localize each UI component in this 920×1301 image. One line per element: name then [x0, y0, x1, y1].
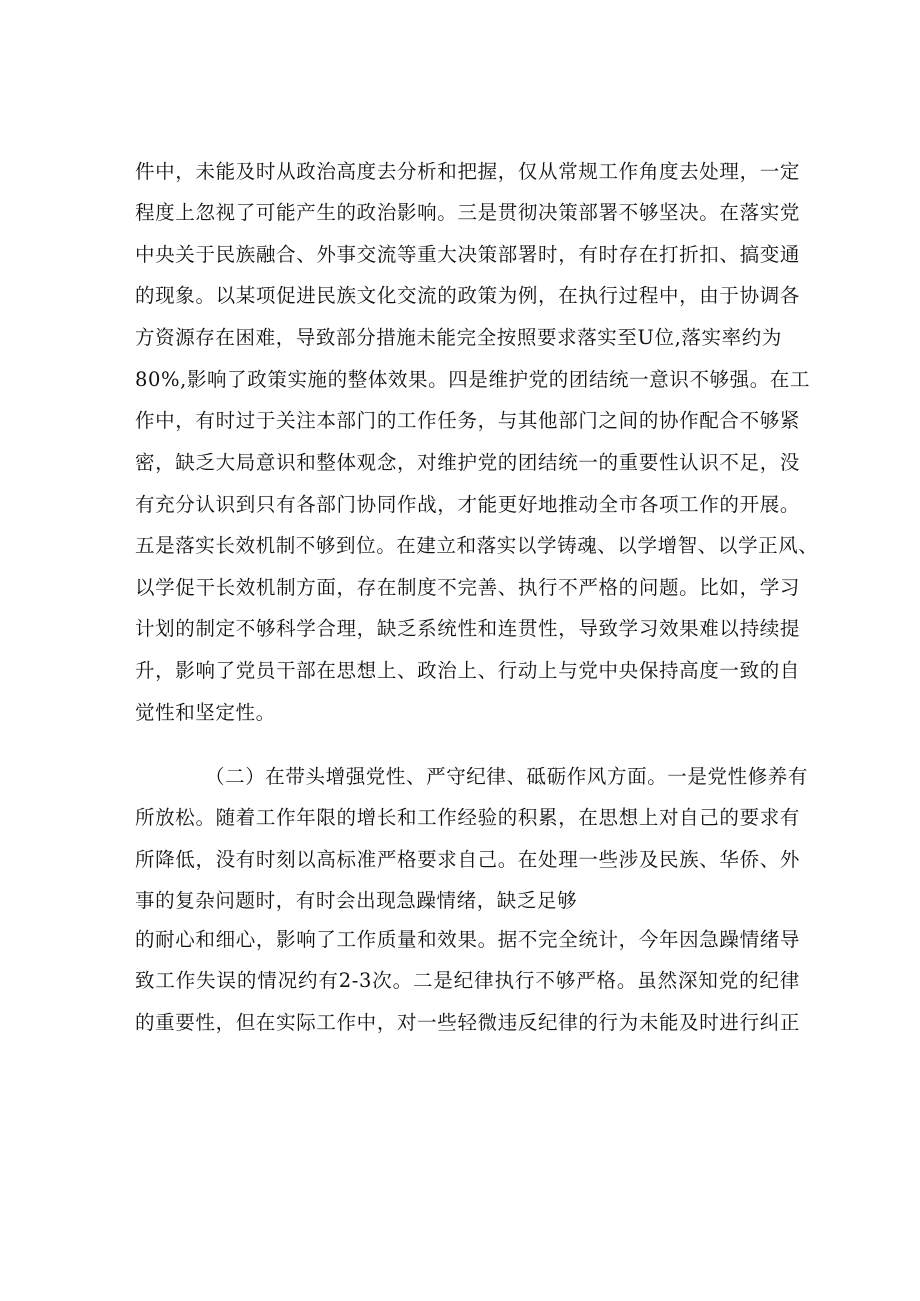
text-line: 致工作失误的情况约有2-3次。二是纪律执行不够严格。虽然深知党的纪律 — [135, 969, 800, 992]
text-line: （二）在带头增强党性、严守纪律、砥砺作风方面。一是党性修养有 — [205, 765, 809, 788]
text-line: 五是落实长效机制不够到位。在建立和落实以学铸魂、以学增智、以学正风、 — [135, 534, 819, 557]
text-line: 件中，未能及时从政治高度去分析和把握，仅从常规工作角度去处理，一定 — [135, 160, 800, 183]
text-line: 程度上忽视了可能产生的政治影响。三是贯彻决策部署不够坚决。在落实党 — [135, 201, 800, 224]
text-line: 所降低，没有时刻以高标准严格要求自己。在处理一些涉及民族、华侨、外 — [135, 848, 800, 871]
text-line: 以学促干长效机制方面，存在制度不完善、执行不严格的问题。比如，学习 — [135, 576, 800, 599]
text-line: 升，影响了党员干部在思想上、政治上、行动上与党中央保持高度一致的自 — [135, 659, 800, 682]
text-line: 密，缺乏大局意识和整体观念，对维护党的团结统一的重要性认识不足，没 — [135, 451, 800, 474]
text-line: 计划的制定不够科学合理，缺乏系统性和连贯性，导致学习效果难以持续提 — [135, 617, 800, 640]
text-line: 的重要性，但在实际工作中，对一些轻微违反纪律的行为未能及时进行纠正 — [135, 1011, 800, 1034]
text-line: 所放松。随着工作年限的增长和工作经验的积累，在思想上对自己的要求有 — [135, 806, 800, 829]
text-line: 有充分认识到只有各部门协同作战，才能更好地推动全市各项工作的开展。 — [135, 493, 800, 516]
text-line: 方资源存在困难，导致部分措施未能完全按照要求落实至U位,落实率约为 — [135, 326, 782, 349]
text-line: 觉性和坚定性。 — [135, 701, 276, 724]
text-line: 中央关于民族融合、外事交流等重大决策部署时，有时存在打折扣、搞变通 — [135, 243, 800, 266]
text-line: 80%,影响了政策实施的整体效果。四是维护党的团结统一意识不够强。在工 — [135, 368, 811, 391]
text-line: 的耐心和细心，影响了工作质量和效果。据不完全统计，今年因急躁情绪导 — [135, 928, 800, 951]
text-line: 事的复杂问题时，有时会出现急躁情绪，缺乏足够 — [135, 889, 578, 912]
text-line: 的现象。以某项促进民族文化交流的政策为例，在执行过程中，由于协调各 — [135, 284, 800, 307]
text-line: 作中，有时过于关注本部门的工作任务，与其他部门之间的协作配合不够紧 — [135, 409, 800, 432]
